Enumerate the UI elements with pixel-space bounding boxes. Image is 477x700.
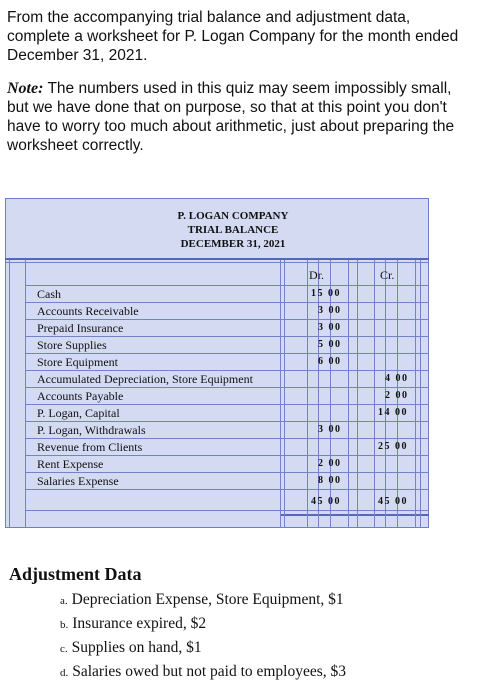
credit-amount: 4 00 <box>385 373 409 384</box>
account-name: P. Logan, Capital <box>37 406 120 420</box>
credit-amount: 25 00 <box>378 441 408 452</box>
account-name: Cash <box>37 287 61 301</box>
grid-line <box>280 514 429 516</box>
trial-balance-header <box>156 209 310 251</box>
adjustment-item: c. Supplies on hand, $1 <box>60 639 202 656</box>
note-label: Note: <box>7 80 44 97</box>
account-name: Accumulated Depreciation, Store Equipment <box>37 372 253 386</box>
grid-line <box>415 260 416 528</box>
adjustment-data-title: Adjustment Data <box>9 564 142 584</box>
company-name: P. LOGAN COMPANY <box>177 210 289 222</box>
debit-amount: 2 00 <box>318 458 342 469</box>
account-name: Prepaid Insurance <box>37 321 124 335</box>
account-name: Revenue from Clients <box>37 440 143 454</box>
debit-amount: 5 00 <box>318 339 342 350</box>
note-text: The numbers used in this quiz may seem impossibly small, but we have done that on purpose, so that at this point you don't have to worry too much about arithmetic, just about preparing the worksheet correctly. <box>7 80 455 154</box>
grid-line <box>25 489 429 490</box>
debit-column-header: Dr. <box>309 268 324 282</box>
grid-line <box>9 260 10 528</box>
grid-line <box>348 260 349 528</box>
grid-line <box>374 260 375 528</box>
grid-line <box>25 260 26 528</box>
grid-line <box>357 260 358 528</box>
intro-text: From the accompanying trial balance and adjustment data, complete a worksheet for P. Logan Company for the month ended December 31, 2021. <box>7 9 459 64</box>
grid-line <box>25 510 429 511</box>
credit-column-header: Cr. <box>380 268 395 282</box>
grid-line <box>5 262 429 263</box>
debit-amount: 3 00 <box>318 424 342 435</box>
account-name: Rent Expense <box>37 457 104 471</box>
debit-amount: 3 00 <box>318 305 342 316</box>
grid-line <box>5 258 429 260</box>
account-name: Store Supplies <box>37 338 107 352</box>
account-name: Accounts Receivable <box>37 304 139 318</box>
grid-line <box>280 260 281 528</box>
account-name: Accounts Payable <box>37 389 124 403</box>
report-title: TRIAL BALANCE <box>187 224 279 236</box>
debit-amount: 3 00 <box>318 322 342 333</box>
debit-amount: 6 00 <box>318 356 342 367</box>
grid-line <box>25 285 429 286</box>
debit-total: 45 00 <box>311 496 341 507</box>
note-paragraph <box>7 79 469 155</box>
account-name: Salaries Expense <box>37 474 119 488</box>
account-name: Store Equipment <box>37 355 118 369</box>
adjustment-item: d. Salaries owed but not paid to employees, $3 <box>60 663 347 680</box>
account-name: P. Logan, Withdrawals <box>37 423 146 437</box>
credit-amount: 2 00 <box>385 390 409 401</box>
report-date: DECEMBER 31, 2021 <box>180 238 286 250</box>
adjustment-item: a. Depreciation Expense, Store Equipment, $1 <box>60 591 344 608</box>
grid-line <box>420 260 421 528</box>
adjustment-item: b. Insurance expired, $2 <box>60 615 207 632</box>
grid-line <box>307 260 308 528</box>
credit-total: 45 00 <box>378 496 408 507</box>
debit-amount: 8 00 <box>318 475 342 486</box>
grid-line <box>284 260 285 528</box>
adjustment-list <box>60 588 346 684</box>
credit-amount: 14 00 <box>378 407 408 418</box>
debit-amount: 15 00 <box>311 288 341 299</box>
